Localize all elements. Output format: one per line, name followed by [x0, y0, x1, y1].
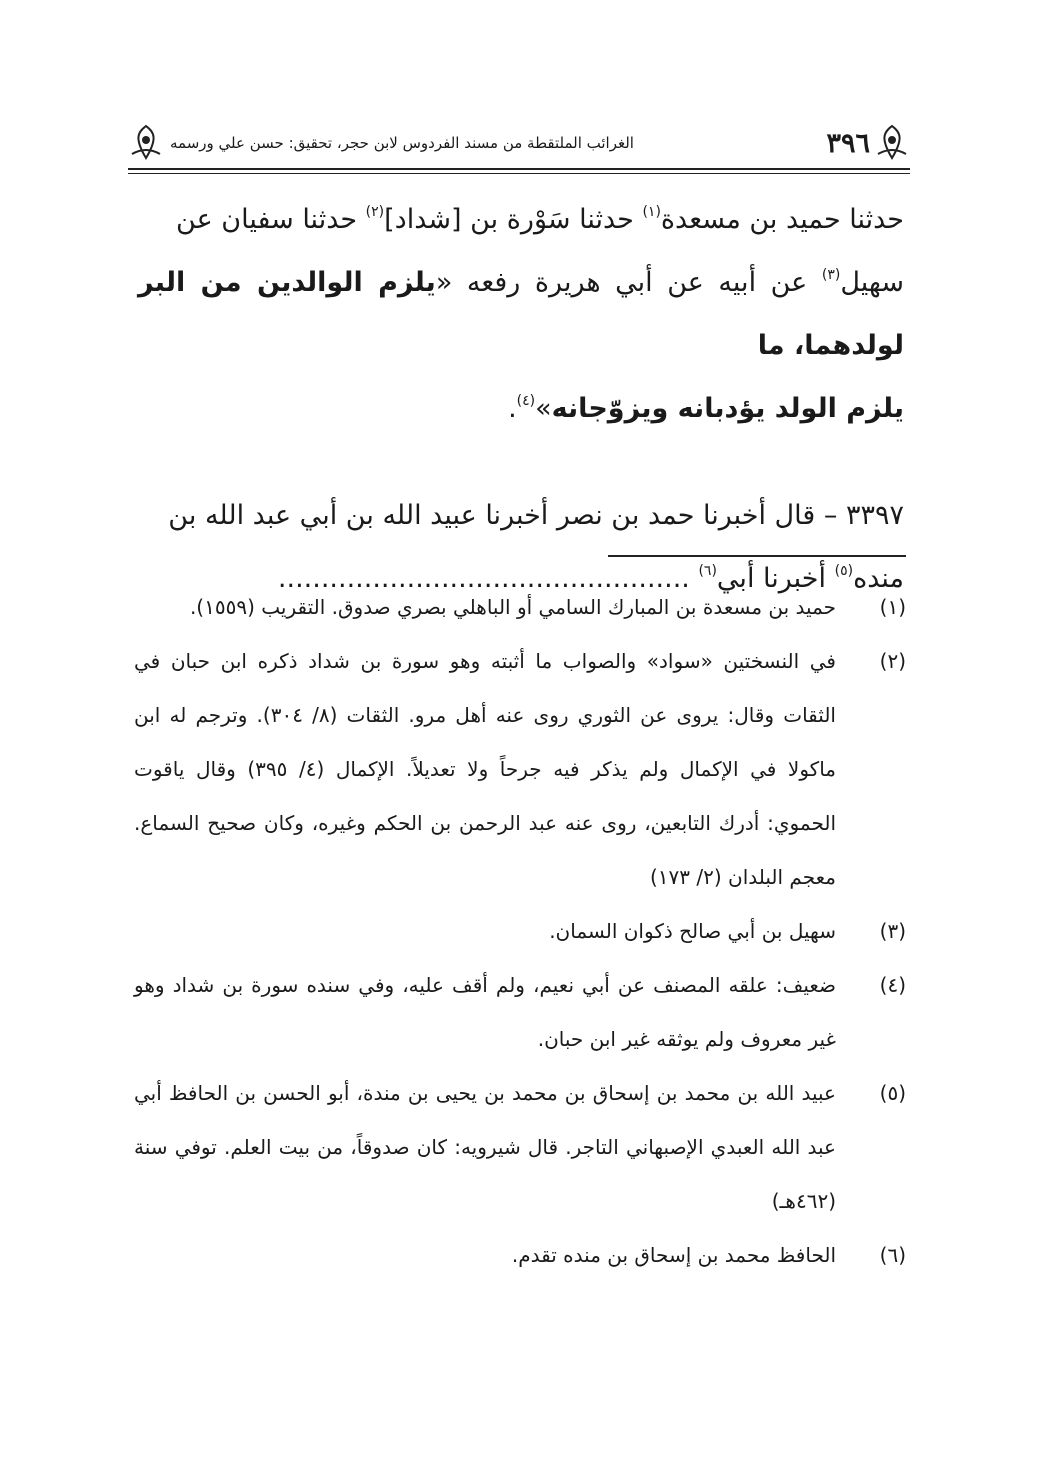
hadith-line	[138, 188, 904, 251]
footnotes	[134, 580, 906, 1282]
footnote	[134, 958, 906, 1066]
footnote	[134, 580, 906, 634]
footnote-number: (٥)	[879, 1081, 906, 1105]
footnote-text: في النسختين «سواد» والصواب ما أثبته وهو سورة بن شداد ذكره ابن حبان في الثقات وقال: يروى عن الثوري روى عنه أهل مرو. الثقات (٨/ ٣٠٤). وترجم له ابن ماكولا في الإكمال ولم يذكر فيه جرحاً ولا تعديلاً. الإكمال (٤/ ٣٩٥) وقال ياقوت الحموي: أدرك التابعين، روى عنه عبد الرحمن بن الحكم وغيره، وكان صحيح السماع. معجم البلدان (٢/ ١٧٣)	[134, 649, 836, 889]
footnote-number: (٦)	[879, 1243, 906, 1267]
paragraph-gap	[138, 440, 904, 484]
hadith-matn: يلزم الولد يؤدبانه ويزوّجانه	[551, 393, 904, 424]
dotted-leader: ................................................	[277, 563, 699, 594]
text-run: عن أبيه عن أبي هريرة رفعه «	[435, 267, 822, 298]
footnote-ref[interactable]: (٦)	[698, 563, 717, 579]
text-run: حدثنا سفيان عن	[176, 204, 366, 235]
footnote-number: (٣)	[879, 919, 906, 943]
ornament-icon	[874, 124, 910, 160]
header-rule	[128, 173, 910, 174]
footnote	[134, 904, 906, 958]
footnote-text: ضعيف: علقه المصنف عن أبي نعيم، ولم أقف عليه، وفي سنده سورة بن شداد وهو غير معروف ولم يوثقه غير ابن حبان.	[134, 973, 836, 1051]
footnote-ref[interactable]: (١)	[642, 204, 661, 220]
footnote-ref[interactable]: (٤)	[516, 393, 536, 409]
header-rule	[128, 168, 910, 170]
text-run: حدثنا سَوْرة بن [شداد]	[384, 204, 643, 235]
main-text	[138, 188, 904, 610]
ornament-icon	[128, 124, 164, 160]
entry-line	[138, 484, 904, 547]
footnote-separator	[608, 555, 906, 557]
text-run: حدثنا حميد بن مسعدة	[660, 204, 904, 235]
hadith-matn: يلزم الوالدين من البر لولدهما، ما	[138, 267, 904, 361]
footnote-ref[interactable]: (٢)	[365, 204, 385, 220]
text-run: »	[535, 393, 552, 424]
text-run: أخبرنا أبي	[716, 563, 835, 594]
text-run: سهيل	[840, 267, 904, 298]
footnote	[134, 1228, 906, 1282]
footnote	[134, 1066, 906, 1228]
text-run: منده	[853, 563, 904, 594]
text-run: ٣٣٩٧ – قال أخبرنا حمد بن نصر أخبرنا عبيد الله بن أبي عبد الله بن	[168, 500, 904, 531]
footnote-text: حميد بن مسعدة بن المبارك السامي أو الباهلي بصري صدوق. التقريب (١٥٥٩).	[189, 595, 836, 619]
hadith-line	[138, 251, 904, 377]
footnote-ref[interactable]: (٣)	[821, 267, 841, 283]
footnote-number: (١)	[879, 595, 906, 619]
text-run: .	[508, 393, 517, 424]
hadith-line	[138, 377, 904, 440]
footnote-text: الحافظ محمد بن إسحاق بن منده تقدم.	[511, 1243, 836, 1267]
running-title: الغرائب الملتقطة من مسند الفردوس لابن حجر، تحقيق: حسن علي ورسمه	[170, 134, 634, 152]
footnote-text: سهيل بن أبي صالح ذكوان السمان.	[549, 919, 836, 943]
page-number: ٣٩٦	[826, 128, 870, 159]
footnote-number: (٢)	[879, 649, 906, 673]
footnote-ref[interactable]: (٥)	[834, 563, 854, 579]
footnote	[134, 634, 906, 904]
footnote-number: (٤)	[879, 973, 906, 997]
footnote-text: عبيد الله بن محمد بن إسحاق بن محمد بن يحيى بن مندة، أبو الحسن بن الحافظ أبي عبد الله العبدي الإصبهاني التاجر. قال شيرويه: كان صدوقاً، من بيت العلم. توفي سنة (٤٦٢هـ)	[134, 1081, 836, 1213]
